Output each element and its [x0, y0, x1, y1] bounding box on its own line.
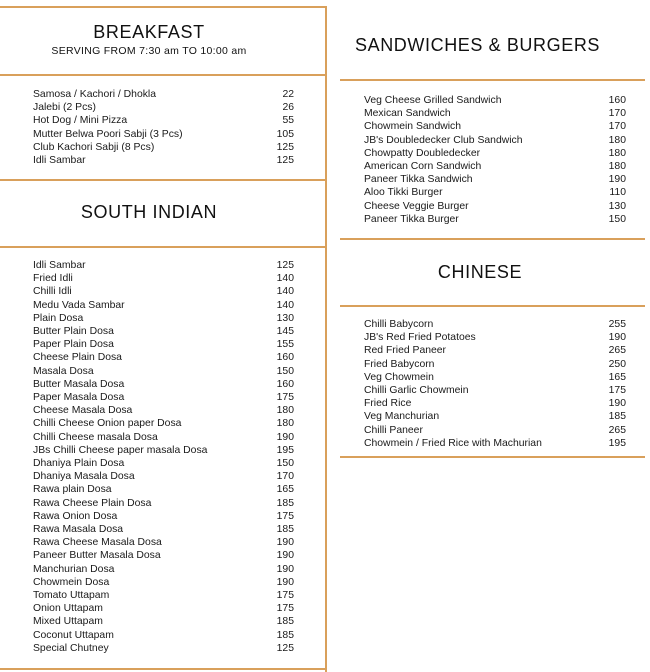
chinese-top-rule [340, 238, 645, 240]
menu-item [364, 186, 626, 199]
menu-item [33, 431, 294, 444]
menu-item-price: 180 [608, 147, 626, 159]
menu-item [33, 325, 294, 338]
menu-item [364, 94, 626, 107]
menu-item-price: 125 [276, 141, 294, 153]
menu-item-name: Masala Dosa [33, 365, 94, 377]
menu-item-name: Cheese Masala Dosa [33, 405, 133, 417]
menu-item-name: Hot Dog / Mini Pizza [33, 115, 128, 127]
menu-item [33, 563, 294, 576]
menu-item-name: Chowmein Dosa [33, 576, 110, 588]
menu-item [364, 358, 626, 371]
menu-item-name: Mixed Uttapam [33, 616, 103, 628]
menu-item [364, 318, 626, 331]
menu-item [364, 120, 626, 133]
menu-item-price: 190 [276, 550, 294, 562]
chinese-menu-list [364, 318, 626, 450]
menu-item-price: 140 [276, 299, 294, 311]
menu-item-price: 265 [608, 424, 626, 436]
menu-item-name: American Corn Sandwich [364, 161, 482, 173]
menu-item [364, 410, 626, 423]
menu-item-name: Fried Idli [33, 273, 73, 285]
menu-item-price: 250 [608, 358, 626, 370]
menu-item-name: Rawa Cheese Masala Dosa [33, 537, 162, 549]
menu-item [33, 457, 294, 470]
menu-item [33, 576, 294, 589]
menu-item [33, 483, 294, 496]
menu-item-price: 265 [608, 345, 626, 357]
menu-item [33, 338, 294, 351]
menu-item-price: 130 [608, 200, 626, 212]
menu-item-price: 140 [276, 273, 294, 285]
south-indian-top-rule [0, 179, 326, 181]
menu-item [33, 154, 294, 167]
menu-item-price: 105 [276, 128, 294, 140]
menu-item-price: 190 [276, 537, 294, 549]
chinese-title: CHINESE [437, 262, 523, 282]
menu-item-price: 180 [276, 405, 294, 417]
menu-item [33, 497, 294, 510]
menu-item [33, 391, 294, 404]
menu-item-price: 195 [608, 437, 626, 449]
menu-item-name: Mutter Belwa Poori Sabji (3 Pcs) [33, 128, 183, 140]
menu-item [33, 602, 294, 615]
menu-item-name: Paper Plain Dosa [33, 339, 114, 351]
sandwiches-menu-list [364, 94, 626, 226]
menu-item [33, 259, 294, 272]
menu-item-price: 110 [609, 187, 626, 199]
menu-item-name: Rawa plain Dosa [33, 484, 112, 496]
menu-item-price: 255 [608, 319, 626, 330]
menu-item [364, 200, 626, 213]
menu-item-price: 170 [608, 108, 626, 120]
menu-item-price: 165 [608, 371, 626, 383]
menu-item-price: 175 [276, 590, 294, 602]
chinese-bottom-rule [340, 456, 645, 458]
menu-item [364, 134, 626, 147]
breakfast-serving-hours: SERVING FROM 7:30 am TO 10:00 am [51, 45, 247, 57]
menu-item-name: Chilli Cheese masala Dosa [33, 431, 158, 443]
menu-item-price: 175 [276, 603, 294, 615]
menu-item-price: 160 [608, 95, 626, 106]
menu-item [33, 404, 294, 417]
menu-item [33, 101, 294, 114]
menu-item-name: Veg Chowmein [364, 371, 434, 383]
menu-item [33, 365, 294, 378]
south-indian-header-rule [0, 246, 326, 248]
menu-item-name: Chowmein / Fried Rice with Machurian [364, 437, 542, 449]
south-indian-menu-list [33, 259, 294, 655]
menu-item [33, 549, 294, 562]
menu-item-price: 55 [282, 115, 294, 127]
menu-item-name: Jalebi (2 Pcs) [33, 102, 96, 114]
menu-item-name: Idli Sambar [33, 260, 86, 271]
menu-item [33, 642, 294, 655]
breakfast-header-rule [0, 74, 326, 76]
menu-item [33, 88, 294, 101]
menu-item-price: 140 [276, 286, 294, 298]
menu-item [364, 213, 626, 226]
menu-item [364, 331, 626, 344]
menu-item [33, 444, 294, 457]
menu-item-name: Cheese Plain Dosa [33, 352, 122, 364]
menu-item [364, 173, 626, 186]
menu-item-name: Chowmein Sandwich [364, 121, 462, 133]
breakfast-top-rule [0, 6, 326, 8]
menu-item-name: Paneer Tikka Burger [364, 213, 459, 225]
menu-item-price: 160 [276, 352, 294, 364]
menu-item-price: 170 [608, 121, 626, 133]
menu-item [364, 371, 626, 384]
menu-item-price: 26 [282, 102, 294, 114]
menu-item [364, 437, 626, 450]
menu-item-name: Fried Babycorn [364, 358, 435, 370]
menu-item-price: 125 [276, 260, 294, 271]
menu-item-name: Chilli Paneer [364, 424, 423, 436]
menu-item [364, 424, 626, 437]
menu-item-price: 145 [276, 326, 294, 338]
sandwiches-title: SANDWICHES & BURGERS [355, 35, 601, 55]
menu-item [33, 510, 294, 523]
menu-item-price: 155 [276, 339, 294, 351]
menu-item-name: Red Fried Paneer [364, 345, 447, 357]
menu-item-price: 175 [276, 392, 294, 404]
menu-item-price: 195 [276, 444, 294, 456]
menu-item-name: Chilli Cheese Onion paper Dosa [33, 418, 182, 430]
menu-item-name: Tomato Uttapam [33, 590, 110, 602]
menu-item-price: 180 [608, 134, 626, 146]
menu-item-name: Special Chutney [33, 642, 109, 654]
menu-item-price: 185 [276, 629, 294, 641]
column-divider [325, 6, 327, 672]
menu-item-price: 165 [276, 484, 294, 496]
menu-item-name: Chilli Idli [33, 286, 72, 298]
menu-item-price: 190 [276, 431, 294, 443]
menu-item-name: Samosa / Kachori / Dhokla [33, 89, 157, 100]
menu-item-name: Rawa Masala Dosa [33, 524, 124, 536]
menu-item-name: Onion Uttapam [33, 603, 103, 615]
menu-item-name: JB's Red Fried Potatoes [364, 332, 476, 344]
menu-item-name: Dhaniya Masala Dosa [33, 471, 135, 483]
menu-item-name: Rawa Cheese Plain Dosa [33, 497, 152, 509]
menu-item-price: 190 [276, 576, 294, 588]
menu-item [364, 344, 626, 357]
menu-item [364, 147, 626, 160]
menu-item-name: Paneer Tikka Sandwich [364, 174, 473, 186]
menu-item-name: Chilli Garlic Chowmein [364, 385, 469, 397]
menu-item [33, 312, 294, 325]
menu-item [33, 615, 294, 628]
menu-item [33, 272, 294, 285]
menu-item [33, 141, 294, 154]
menu-item-name: Paper Masala Dosa [33, 392, 125, 404]
menu-item-name: Rawa Onion Dosa [33, 510, 118, 522]
menu-item-price: 190 [608, 332, 626, 344]
menu-item-name: Fried Rice [364, 398, 412, 410]
menu-item-name: Coconut Uttapam [33, 629, 114, 641]
breakfast-menu-list [33, 88, 294, 167]
menu-item-price: 22 [282, 89, 294, 100]
menu-item-price: 190 [276, 563, 294, 575]
menu-item [33, 114, 294, 127]
menu-item-name: Chilli Babycorn [364, 319, 434, 330]
menu-item-name: Veg Cheese Grilled Sandwich [364, 95, 502, 106]
menu-item [33, 128, 294, 141]
menu-item-name: Cheese Veggie Burger [364, 200, 469, 212]
menu-item [33, 299, 294, 312]
menu-item-price: 185 [276, 616, 294, 628]
menu-item-price: 190 [608, 398, 626, 410]
menu-item-name: Medu Vada Sambar [33, 299, 125, 311]
menu-item-name: JB's Doubledecker Club Sandwich [364, 134, 523, 146]
menu-item [33, 629, 294, 642]
menu-item [364, 397, 626, 410]
sandwiches-header-rule [340, 79, 645, 81]
menu-item [33, 351, 294, 364]
menu-item-name: Chowpatty Doubledecker [364, 147, 481, 159]
menu-item-price: 125 [276, 155, 294, 167]
menu-item-price: 175 [608, 385, 626, 397]
menu-item [33, 523, 294, 536]
menu-item-price: 125 [276, 642, 294, 654]
menu-item [364, 107, 626, 120]
menu-item-price: 185 [608, 411, 626, 423]
menu-item-name: Club Kachori Sabji (8 Pcs) [33, 141, 155, 153]
menu-item-price: 160 [276, 378, 294, 390]
menu-item-name: Veg Manchurian [364, 411, 440, 423]
menu-item-price: 150 [276, 458, 294, 470]
menu-item [364, 160, 626, 173]
menu-item-name: JBs Chilli Cheese paper masala Dosa [33, 444, 208, 456]
menu-item-name: Mexican Sandwich [364, 108, 451, 120]
menu-item [33, 589, 294, 602]
menu-item-name: Butter Plain Dosa [33, 326, 114, 338]
menu-item-price: 180 [276, 418, 294, 430]
menu-item [33, 417, 294, 430]
menu-item [33, 536, 294, 549]
menu-item-price: 175 [276, 510, 294, 522]
menu-item-name: Dhaniya Plain Dosa [33, 458, 125, 470]
breakfast-title: BREAKFAST [93, 22, 205, 42]
menu-item-name: Manchurian Dosa [33, 563, 115, 575]
menu-item-price: 150 [276, 365, 294, 377]
menu-item-price: 150 [608, 213, 626, 225]
menu-item-price: 180 [608, 161, 626, 173]
menu-item [364, 384, 626, 397]
south-indian-title: SOUTH INDIAN [80, 202, 218, 222]
menu-item-price: 185 [276, 497, 294, 509]
menu-item [33, 285, 294, 298]
menu-item-name: Plain Dosa [33, 312, 84, 324]
menu-item-name: Paneer Butter Masala Dosa [33, 550, 161, 562]
chinese-header-rule [340, 305, 645, 307]
menu-item-name: Idli Sambar [33, 155, 86, 167]
menu-item-name: Butter Masala Dosa [33, 378, 125, 390]
menu-item-price: 190 [608, 174, 626, 186]
menu-item-price: 185 [276, 524, 294, 536]
menu-item [33, 378, 294, 391]
menu-item-price: 170 [276, 471, 294, 483]
menu-item-name: Aloo Tikki Burger [364, 187, 443, 199]
menu-item [33, 470, 294, 483]
left-bottom-rule [0, 668, 326, 670]
menu-item-price: 130 [276, 312, 294, 324]
